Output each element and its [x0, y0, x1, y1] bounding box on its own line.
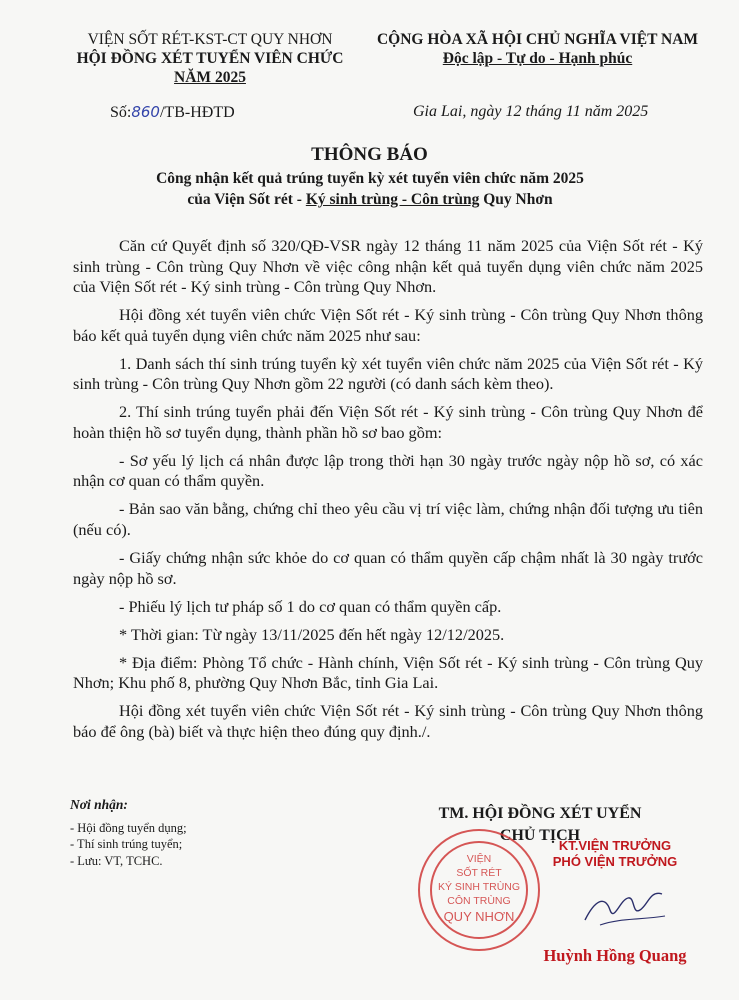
body-paragraph: 1. Danh sách thí sinh trúng tuyển kỳ xét tuyển viên chức năm 2025 của Viện Sốt rét - Ký sinh trùng - Côn trùng Quy Nhơn gồm 22 người (có danh sách kèm theo).	[73, 353, 703, 394]
body-paragraph: 2. Thí sinh trúng tuyển phải đến Viện Sốt rét - Ký sinh trùng - Côn trùng Quy Nhơn để hoàn thiện hồ sơ tuyển dụng, thành phần hồ sơ bao gồm:	[73, 402, 703, 442]
council-year: NĂM 2025	[174, 69, 246, 86]
subtitle-line-2	[40, 189, 700, 210]
seal-text-4: CÔN TRÙNG	[447, 895, 511, 907]
official-seal-stamp	[394, 822, 564, 952]
doc-number-handwritten: 860	[131, 103, 160, 121]
kt-line-2: PHÓ VIỆN TRƯỞNG	[552, 854, 678, 869]
recipient-item: - Lưu: VT, TCHC.	[70, 853, 163, 868]
document-number	[110, 103, 235, 122]
body-paragraph: * Địa điểm: Phòng Tổ chức - Hành chính, Viện Sốt rét - Ký sinh trùng - Côn trùng Quy Nhơn; Khu phố 8, phường Quy Nhơn Bắc, tỉnh Gia Lai.	[73, 652, 703, 693]
seal-text-2: SỐT RÉT	[456, 867, 502, 879]
place-date: Gia Lai, ngày 12 tháng 11 năm 2025	[413, 103, 649, 120]
deputy-title-block	[545, 838, 685, 870]
recipient-item: - Hội đồng tuyển dụng;	[70, 820, 187, 835]
national-motto-block	[355, 30, 720, 68]
issuing-org-block	[70, 30, 350, 87]
org-name: VIỆN SỐT RÉT-KST-CT QUY NHƠN	[87, 31, 333, 48]
signature-title: CHỦ TỊCH	[499, 827, 581, 844]
body-paragraph: - Sơ yếu lý lịch cá nhân được lập trong thời hạn 30 ngày trước ngày nộp hồ sơ, có xác nhận cơ quan có thẩm quyền.	[73, 450, 703, 491]
subtitle-line-2-post: Quy Nhơn	[479, 191, 553, 208]
body-paragraph: Căn cứ Quyết định số 320/QĐ-VSR ngày 12 tháng 11 năm 2025 của Viện Sốt rét - Ký sinh trùng - Côn trùng Quy Nhơn về việc công nhận kết quả tuyển dụng viên chức năm 2025 của Viện Sốt rét - Ký sinh trùng - Côn trùng Quy Nhơn.	[73, 236, 703, 296]
doc-number-suffix: /TB-HĐTD	[159, 104, 235, 121]
recipient-item: - Thí sinh trúng tuyển;	[70, 837, 183, 851]
recipients-heading: Nơi nhận:	[70, 797, 128, 812]
body-paragraph: * Thời gian: Từ ngày 13/11/2025 đến hết ngày 12/12/2025.	[119, 624, 505, 644]
nation-name: CỘNG HÒA XÃ HỘI CHỦ NGHĨA VIỆT NAM	[376, 31, 699, 48]
doc-number-prefix: Số:	[110, 104, 132, 121]
subtitle-line-1: Công nhận kết quả trúng tuyển kỳ xét tuyển viên chức năm 2025	[156, 170, 584, 187]
body-paragraph: - Phiếu lý lịch tư pháp số 1 do cơ quan có thẩm quyền cấp.	[119, 596, 502, 616]
document-title: THÔNG BÁO	[311, 144, 428, 165]
seal-text-3: KÝ SINH TRÙNG	[437, 881, 521, 893]
council-name: HỘI ĐỒNG XÉT TUYỂN VIÊN CHỨC	[76, 50, 344, 67]
subtitle-line-2-pre: của Viện Sốt rét -	[187, 191, 306, 208]
handwritten-signature	[580, 880, 670, 935]
seal-text-5: QUY NHƠN	[443, 909, 515, 924]
signature-org-line: TM. HỘI ĐỒNG XÉT UYỂN	[438, 805, 642, 822]
body-paragraph: Hội đồng xét tuyển viên chức Viện Sốt rét - Ký sinh trùng - Côn trùng Quy Nhơn thông báo để ông (bà) biết và thực hiện theo đúng quy định./.	[73, 701, 703, 741]
kt-line-1: KT.VIỆN TRƯỞNG	[558, 838, 672, 853]
body-paragraph: - Bản sao văn bằng, chứng chỉ theo yêu cầu vị trí việc làm, chứng nhận đối tượng ưu tiên (nếu có).	[73, 499, 703, 539]
recipients-block	[70, 797, 320, 869]
signer-name: Huỳnh Hồng Quang	[543, 946, 687, 965]
body-paragraph: Hội đồng xét tuyển viên chức Viện Sốt rét - Ký sinh trùng - Côn trùng Quy Nhơn thông báo kết quả tuyển dụng viên chức năm 2025 như sau:	[73, 305, 703, 345]
motto: Độc lập - Tự do - Hạnh phúc	[442, 50, 633, 67]
subtitle-line-2-underlined: Ký sinh trùng - Côn trùng	[305, 191, 480, 208]
seal-text-1: VIỆN	[466, 853, 492, 865]
body-paragraph: - Giấy chứng nhận sức khỏe do cơ quan có thẩm quyền cấp chậm nhất là 30 ngày trước ngày nộp hồ sơ.	[73, 548, 703, 588]
document-subtitle	[40, 168, 700, 210]
document-body	[73, 236, 703, 750]
